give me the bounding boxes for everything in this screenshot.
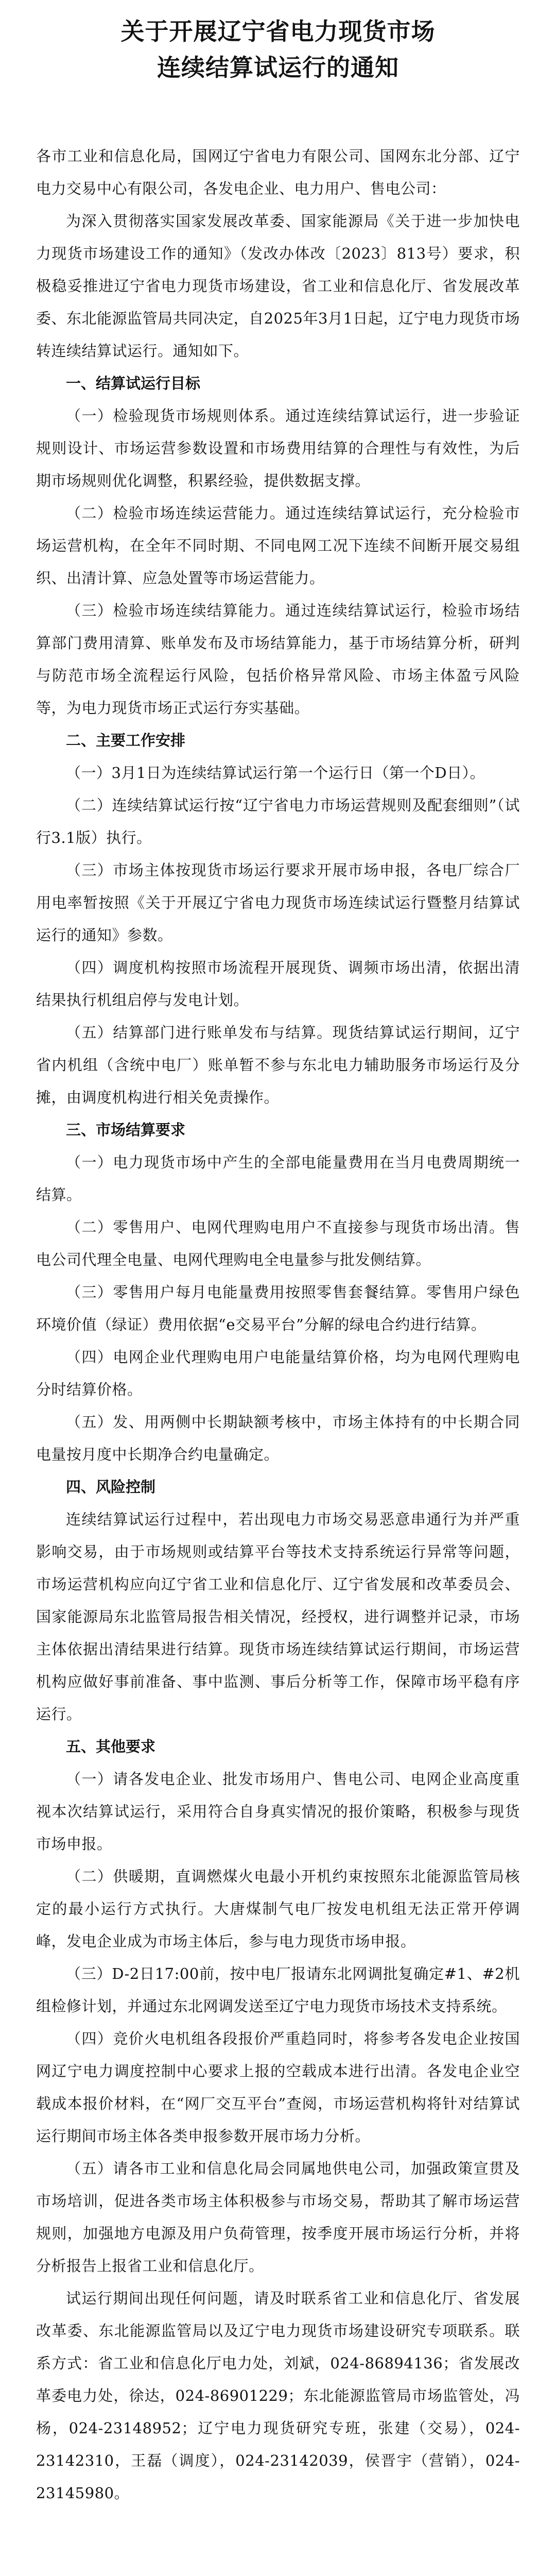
section-heading: 三、市场结算要求 bbox=[66, 1121, 186, 1139]
section-item: （一）3月1日为连续结算试运行第一个运行日（第一个D日）。 bbox=[66, 764, 485, 782]
section-arrangements bbox=[36, 724, 520, 1114]
notice-title bbox=[36, 20, 520, 79]
section-item: （一）电力现货市场中产生的全部电能量费用在当月电费周期统一结算。 bbox=[36, 1154, 520, 1204]
section-item: （四）竞价火电机组各段报价严重趋同时，将参考各发电企业按国网辽宁电力调度控制中心要求上报的空载成本进行出清。各发电企业空载成本报价材料，在“网厂交互平台”查阅，市场运营机构将针对结算试运行期间市场主体各类申报参数开展市场力分析。 bbox=[36, 2030, 520, 2145]
section-item: （四）调度机构按照市场流程开展现货、调频市场出清，依据出清结果执行机组启停与发电计划。 bbox=[36, 959, 520, 1009]
section-item: （二）检验市场连续运营能力。通过连续结算试运行，充分检验市场运营机构，在全年不同时期、不同电网工况下连续不间断开展交易组织、出清计算、应急处置等市场运营能力。 bbox=[36, 504, 520, 587]
intro-paragraph: 为深入贯彻落实国家发展改革委、国家能源局《关于进一步加快电力现货市场建设工作的通知》（发改办体改〔2023〕813号）要求，积极稳妥推进辽宁省电力现货市场建设，省工业和信息化厅、省发展改革委、东北能源监管局共同决定，自2025年3月1日起，辽宁电力现货市场转连续结算试运行。通知如下。 bbox=[36, 212, 520, 360]
section-item: （一）请各发电企业、批发市场用户、售电公司、电网企业高度重视本次结算试运行，采用符合自身真实情况的报价策略，积极参与现货市场申报。 bbox=[36, 1770, 520, 1853]
section-item: （三）检验市场连续结算能力。通过连续结算试运行，检验市场结算部门费用清算、账单发布及市场结算能力，基于市场结算分析，研判与防范市场全流程运行风险，包括价格异常风险、市场主体盈亏风险等，为电力现货市场正式运行夯实基础。 bbox=[36, 602, 520, 717]
section-goals bbox=[36, 367, 520, 724]
section-item: （五）请各市工业和信息化局会同属地供电公司，加强政策宣贯及市场培训，促进各类市场主体积极参与市场交易，帮助其了解市场运营规则，加强地方电源及用户负荷管理，按季度开展市场运行分析，并将分析报告上报省工业和信息化厅。 bbox=[36, 2160, 520, 2275]
section-risk bbox=[36, 1471, 520, 1731]
closing-contacts: 试运行期间出现任何问题，请及时联系省工业和信息化厅、省发展改革委、东北能源监管局以及辽宁电力现货市场建设研究专项联系。联系方式：省工业和信息化厅电力处，刘斌，024-86894136；省发展改革委电力处，徐达，024-86901229；东北能源监管局市场监管处，冯杨，024-23148952；辽宁电力现货研究专班，张建（交易），024-23142310，王磊（调度），024-23142039，侯晋宇（营销），024-23145980。 bbox=[36, 2290, 520, 2502]
recipients: 各市工业和信息化局，国网辽宁省电力有限公司、国网东北分部、辽宁电力交易中心有限公司，各发电企业、电力用户、售电公司： bbox=[36, 147, 520, 197]
section-heading: 五、其他要求 bbox=[66, 1738, 156, 1755]
section-item: （五）发、用两侧中长期缺额考核中，市场主体持有的中长期合同电量按月度中长期净合约电量确定。 bbox=[36, 1413, 520, 1463]
section-other bbox=[36, 1731, 520, 2282]
section-heading: 四、风险控制 bbox=[66, 1478, 156, 1496]
title-line-1: 关于开展辽宁省电力现货市场 bbox=[120, 18, 436, 45]
section-item: （四）电网企业代理购电用户电能量结算价格，均为电网代理购电分时结算价格。 bbox=[36, 1348, 520, 1398]
section-item: （二）零售用户、电网代理购电用户不直接参与现货市场出清。售电公司代理全电量、电网代理购电全电量参与批发侧结算。 bbox=[36, 1218, 520, 1268]
section-item: （二）供暖期，直调燃煤火电最小开机约束按照东北能源监管局核定的最小运行方式执行。大唐煤制气电厂按发电机组无法正常开停调峰，发电企业成为市场主体后，参与电力现货市场申报。 bbox=[36, 1868, 520, 1950]
section-heading: 二、主要工作安排 bbox=[66, 732, 186, 749]
section-item: （五）结算部门进行账单发布与结算。现货结算试运行期间，辽宁省内机组（含统中电厂）账单暂不参与东北电力辅助服务市场运行及分摊，由调度机构进行相关免责操作。 bbox=[36, 1024, 520, 1106]
section-heading: 一、结算试运行目标 bbox=[66, 375, 201, 392]
section-settlement bbox=[36, 1114, 520, 1471]
section-item: （三）零售用户每月电能量费用按照零售套餐结算。零售用户绿色环境价值（绿证）费用依据“e交易平台”分解的绿电合约进行结算。 bbox=[36, 1283, 520, 1333]
section-item: （三）D-2日17:00前，按中电厂报请东北网调批复确定#1、#2机组检修计划，并通过东北网调发送至辽宁电力现货市场技术支持系统。 bbox=[36, 1965, 520, 2015]
section-item: 连续结算试运行过程中，若出现电力市场交易恶意串通行为并严重影响交易，由于市场规则或结算平台等技术支持系统运行异常等问题，市场运营机构应向辽宁省工业和信息化厅、辽宁省发展和改革委员会、国家能源局东北监管局报告相关情况，经授权，进行调整并记录，市场主体依据出清结果进行结算。现货市场连续结算试运行期间，市场运营机构应做好事前准备、事中监测、事后分析等工作，保障市场平稳有序运行。 bbox=[36, 1511, 520, 1723]
section-item: （三）市场主体按现货市场运行要求开展市场申报，各电厂综合厂用电率暂按照《关于开展辽宁省电力现货市场连续试运行暨整月结算试运行的通知》参数。 bbox=[36, 861, 520, 944]
section-item: （一）检验现货市场规则体系。通过连续结算试运行，进一步验证规则设计、市场运营参数设置和市场费用结算的合理性与有效性，为后期市场规则优化调整，积累经验，提供数据支撑。 bbox=[36, 407, 520, 489]
section-item: （二）连续结算试运行按“辽宁省电力市场运营规则及配套细则”（试行3.1版）执行。 bbox=[36, 796, 520, 846]
title-line-2: 连续结算试运行的通知 bbox=[157, 54, 399, 81]
